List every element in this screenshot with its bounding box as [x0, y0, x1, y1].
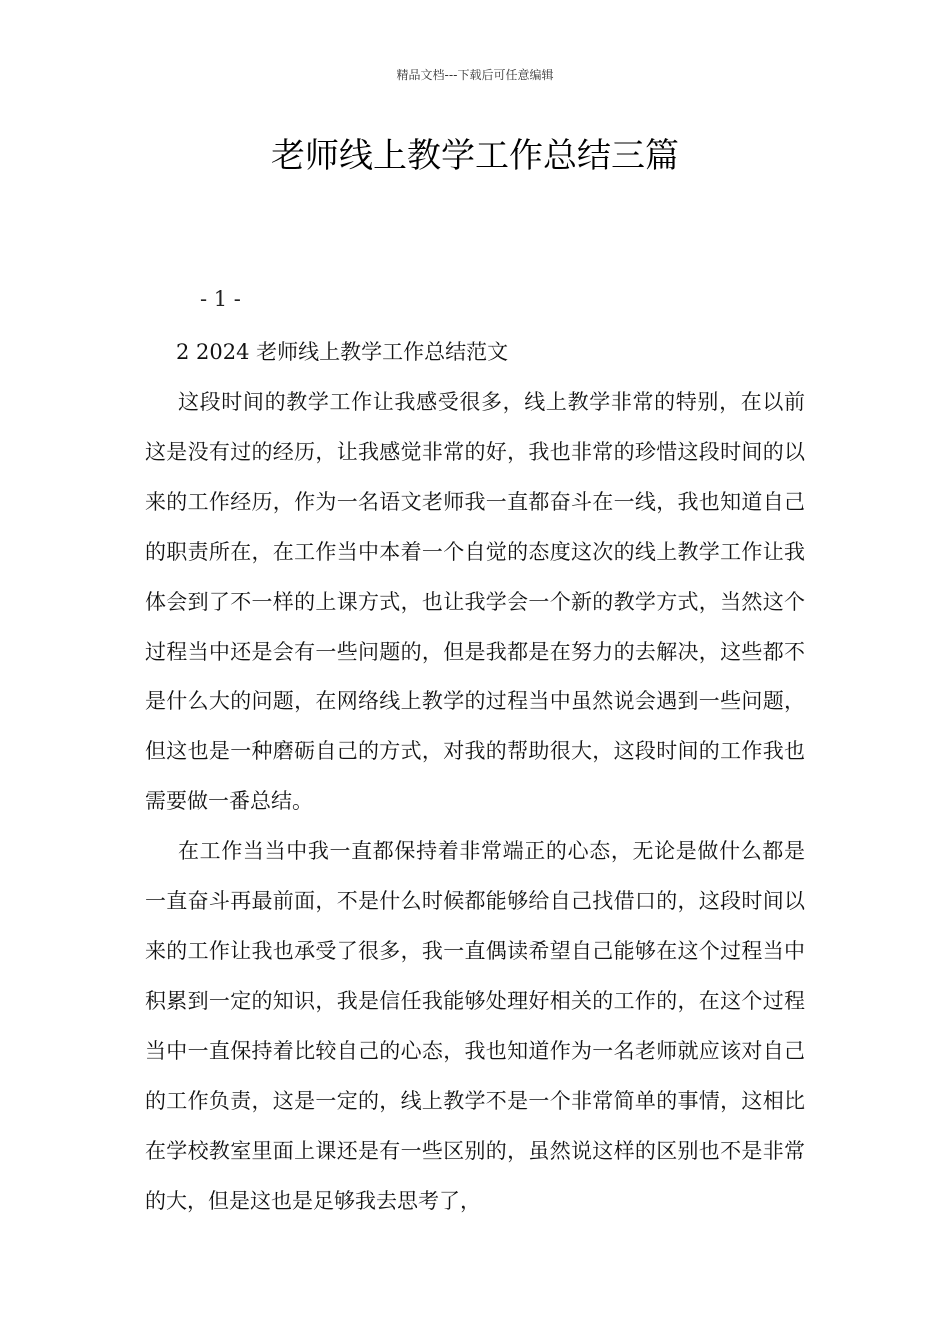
page-marker: - 1 - — [200, 287, 241, 311]
document-body — [145, 378, 805, 1226]
document-title: 老师线上教学工作总结三篇 — [271, 136, 679, 176]
section-heading: 2 2024 老师线上教学工作总结范文 — [176, 340, 509, 364]
paragraph-2: 在工作当当中我一直都保持着非常端正的心态，无论是做什么都是一直奋斗再最前面，不是什么时候都能够给自己找借口的，这段时间以来的工作让我也承受了很多，我一直偶读希望自己能够在这个过程当中积累到一定的知识，我是信任我能够处理好相关的工作的，在这个过程当中一直保持着比较自己的心态，我也知道作为一名老师就应该对自己的工作负责，这是一定的，线上教学不是一个非常简单的事情，这相比在学校教室里面上课还是有一些区别的，虽然说这样的区别也不是非常的大，但是这也是足够我去思考了， — [145, 839, 805, 1213]
paragraph-1: 这段时间的教学工作让我感受很多，线上教学非常的特别，在以前这是没有过的经历，让我感觉非常的好，我也非常的珍惜这段时间的以来的工作经历，作为一名语文老师我一直都奋斗在一线，我也知道自己的职责所在，在工作当中本着一个自觉的态度这次的线上教学工作让我体会到了不一样的上课方式，也让我学会一个新的教学方式，当然这个过程当中还是会有一些问题的，但是我都是在努力的去解决，这些都不是什么大的问题，在网络线上教学的过程当中虽然说会遇到一些问题，但这也是一种磨砺自己的方式，对我的帮助很大，这段时间的工作我也需要做一番总结。 — [145, 390, 805, 814]
header-note: 精品文档---下载后可任意编辑 — [396, 68, 554, 82]
